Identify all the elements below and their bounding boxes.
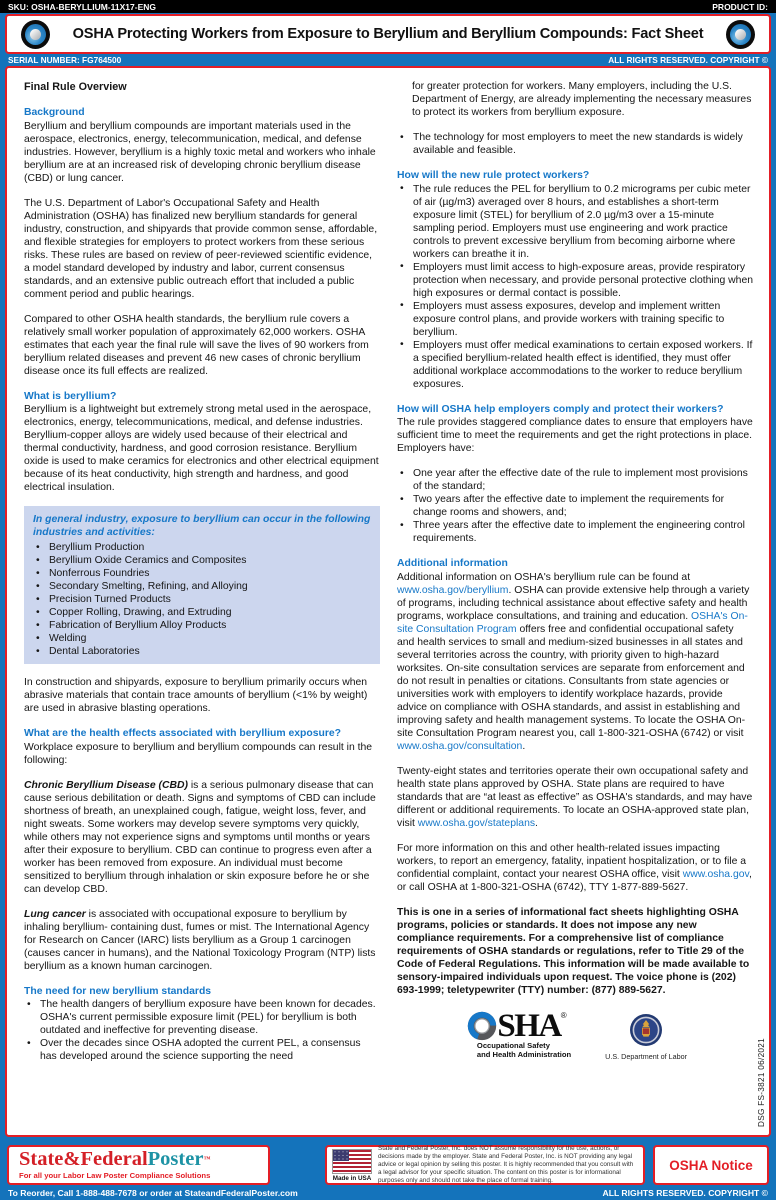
bullet-item: • Employers must offer medical examinations to certain exposed workers. If a specified beryllium-related health effect is identified, they must offer additional workplace accommodations to the worker to reduce beryllium exposures. [397, 339, 753, 391]
paragraph [397, 842, 753, 894]
left-column [24, 80, 380, 1075]
trademark-mark: ™ [203, 1155, 211, 1163]
agency-logos-row [397, 1007, 753, 1063]
reorder-info: To Reorder, Call 1-888-488-7678 or order at StateandFederalPoster.com [8, 1188, 298, 1198]
bullet-item: • Precision Turned Products [33, 593, 371, 606]
two-column-layout [24, 80, 753, 1075]
paragraph [24, 779, 380, 896]
bullet-item: • Dental Laboratories [33, 645, 371, 658]
made-in-usa-label: Made in USA [332, 1174, 372, 1182]
section-heading: Background [24, 107, 85, 118]
paragraph [397, 765, 753, 830]
rights-label: ALL RIGHTS RESERVED. COPYRIGHT © [608, 55, 768, 65]
made-in-usa [332, 1149, 372, 1182]
section-heading: Additional information [397, 558, 508, 569]
bullet-list [33, 541, 371, 658]
top-sku-bar [0, 0, 776, 13]
text-run: Additional information on OSHA's beryllium rule can be found at [397, 571, 691, 583]
brand-box [7, 1145, 270, 1185]
brand-tagline: For all your Labor Law Poster Compliance Solutions [19, 1170, 211, 1180]
registered-mark: ® [560, 1011, 567, 1020]
inline-link[interactable]: OSHA's On-site Consultation Program [397, 610, 748, 635]
bullet-item: • Employers must assess exposures, develop and implement written exposure control plans, and provide workers with training specific to beryllium. [397, 300, 753, 339]
osha-sub-line1: Occupational Safety [476, 1040, 550, 1050]
poster-header [5, 14, 771, 54]
info-box-heading: In general industry, exposure to beryllium can occur in the following industries and activities: [33, 514, 371, 538]
text-run: offers free and confidential occupational safety and health services to small and medium-sized businesses in all states and several territories across the country, with priority given to high-hazard worksites. On-site consultation services are separate from enforcement and do not result in penalties or citations. Consultants from state agencies or universities work with employers to identify workplace hazards, provide advice on compliance with OSHA standards, and assist in establishing and improving safety and health management systems. To locate the OSHA On-site Consultation Program nearest you, call 1-800-321-OSHA (6742) or visit [397, 623, 746, 739]
page-title: OSHA Protecting Workers from Exposure to Beryllium and Beryllium Compounds: Fact Sheet [72, 26, 704, 42]
bullet-item: • Three years after the effective date to implement the engineering control requirements. [397, 519, 753, 545]
section-heading: What is beryllium? [24, 390, 117, 402]
paragraph: for greater protection for workers. Many employers, including the U.S. Department of Energy, are already implementing the necessary measures to protect its workers from beryllium exposure. [412, 81, 752, 118]
paragraph: In construction and shipyards, exposure to beryllium primarily occurs when abrasive materials that contain trace amounts of beryllium (<1% by weight) are used in abrasive blasting operations. [24, 677, 368, 714]
bullet-item: • Two years after the effective date to implement the requirements for change rooms and showers, and; [397, 493, 753, 519]
dol-seal-icon [629, 1013, 663, 1047]
brand-part1: State&Federal [19, 1148, 148, 1170]
bullet-item: • Welding [33, 632, 371, 645]
osha-notice-box [653, 1145, 769, 1185]
inline-link[interactable]: www.osha.gov/stateplans [417, 817, 536, 829]
bullet-item: • Copper Rolling, Drawing, and Extruding [33, 606, 371, 619]
paragraph [24, 908, 380, 973]
osha-ring-icon [21, 20, 50, 49]
serial-number: SERIAL NUMBER: FG764500 [8, 55, 122, 65]
brand-wordmark [19, 1148, 260, 1170]
osha-o-icon [467, 1011, 497, 1041]
paragraph: The rule provides staggered compliance dates to ensure that employers have sufficient time to meet the requirements and get the right protections in place. Employers have: [397, 417, 753, 454]
osha-notice-label: OSHA Notice [669, 1157, 753, 1173]
bullet-list [397, 467, 753, 545]
flag-canton [333, 1150, 349, 1161]
bullet-item: • Beryllium Production [33, 541, 371, 554]
text-run: . [522, 740, 526, 752]
bullet-item: • One year after the effective date of the rule to implement most provisions of the standard; [397, 467, 753, 493]
osha-logo [463, 1007, 572, 1059]
sku-label: SKU: OSHA-BERYLLIUM-11X17-ENG [8, 1, 156, 12]
fact-sheet-body [5, 66, 771, 1137]
osha-ring-center [30, 29, 41, 40]
paragraph: Compared to other OSHA health standards, the beryllium rule covers a relatively small worker population of approximately 62,000 workers. OSHA estimates that each year the final rule will save the lives of 90 workers from beryllium related diseases and prevent 46 new cases of chronic beryllium disease once its full effects are realized. [24, 313, 369, 377]
osha-wordmark [467, 1007, 567, 1044]
bullet-item: • The technology for most employers to meet the new standards is widely available and feasible. [397, 131, 753, 157]
osha-ring-center [735, 29, 746, 40]
osha-letters: SHA [497, 1007, 561, 1044]
osha-ring-icon [726, 20, 755, 49]
paragraph: Beryllium is a lightweight but extremely strong metal used in the aerospace, electronics, energy, telecommunications, medical, and defense industries. Beryllium-copper alloys are widely used because of their electrical and thermal conductivity, hardness, and good corrosion resistance. Beryllium oxide is used to make ceramics for electronics and other electrical equipment because of its heat conductivity, high strength and hardness, and good electrical insulation. [24, 404, 379, 493]
legal-disclaimer: State and Federal Poster, Inc. does NOT assume responsibility for the use, actions, or decisions made by the employer. State and Federal Poster, Inc. is NOT providing any legal advice or legal opinion by selling this poster. It is highly recommended that you consult with a legal advisor for your specific situation. The content on this poster is for informational purposes only and should not take the place of formal training. [378, 1145, 634, 1184]
bullet-item: • Fabrication of Beryllium Alloy Products [33, 619, 371, 632]
legal-box [325, 1145, 645, 1185]
bullet-item: • Beryllium Oxide Ceramics and Composites [33, 554, 371, 567]
section-heading: What are the health effects associated with beryllium exposure? [24, 728, 342, 739]
paragraph: The U.S. Department of Labor's Occupational Safety and Health Administration (OSHA) has finalized new beryllium standards for general industry, construction, and shipyards that provide common sense, affordable, and flexible strategies for employers to protect workers from these serious risks. These rules are based on review of peer-reviewed scientific evidence, a model standard developed by industry and labor, current consensus standards, and an extensive public outreach effort that included a public comment period and public hearings. [24, 197, 378, 300]
footer-strip [0, 1185, 776, 1198]
dol-label: U.S. Department of Labor [605, 1051, 688, 1061]
section-heading: The need for new beryllium standards [24, 985, 212, 997]
industry-info-box [24, 506, 380, 664]
usa-flag-icon [332, 1149, 372, 1174]
osha-ring-blue [730, 24, 751, 45]
text-run: . [535, 817, 538, 829]
text-run: For more information on this and other health-related issues impacting workers, to report an emergency, fatality, inpatient hospitalization, or to file a confidential complaint, contact your nearest OSHA office, visit [397, 842, 747, 880]
text-run: Twenty-eight states and territories operate their own occupational safety and health state plans approved by OSHA. State plans are required to have standards that are “at least as effective” as OSHA's standards, and may have different or additional requirements. To locate an OSHA-approved state plan, visit [397, 765, 753, 829]
right-column [397, 80, 753, 1075]
print-code: DSG FS-3821 06/2021 [757, 1038, 766, 1127]
paragraph: Workplace exposure to beryllium and beryllium compounds can result in the following: [24, 741, 373, 766]
bullet-item: • Secondary Smelting, Refining, and Alloying [33, 580, 371, 593]
product-id-label: PRODUCT ID: [712, 1, 768, 12]
text-run: is a serious pulmonary disease that can cause serious debilitation or death. Signs and symptoms of CBD can include shortness of breath, an unexplained cough, fatigue, weight loss, fever, and night sweats. Some workers may develop severe symptoms very quickly, while others may not experience signs and symptoms until months or years after their exposure to beryllium. CBD can continue to progress even after a worker has been removed from exposure. An individual must become sensitized to beryllium through inhalation or skin exposure before he or she can develop CBD. [24, 779, 376, 895]
text-run: . OSHA can provide extensive help through a variety of programs, including technical assistance about effective safety and health programs, workplace consultations, and training and education. [397, 584, 750, 622]
section-heading: How will the new rule protect workers? [397, 170, 590, 181]
brand-part2: Poster [147, 1148, 204, 1170]
text-run: , or call OSHA at 1-800-321-OSHA (6742), TTY 1-877-889-5627. [397, 868, 752, 893]
poster-footer [0, 1141, 776, 1200]
bullet-list [397, 183, 753, 391]
bullet-item: • The health dangers of beryllium exposure have been known for decades. OSHA's current permissible exposure limit (PEL) for beryllium is both outdated and ineffective for preventing disease. [24, 998, 380, 1037]
bullet-item: • Over the decades since OSHA adopted the current PEL, a consensus has developed around the science supporting the need [24, 1037, 380, 1063]
serial-number-bar [0, 54, 776, 66]
paragraph [397, 571, 753, 753]
bullet-item: • The rule reduces the PEL for beryllium to 0.2 micrograms per cubic meter of air (µg/m3) averaged over 8 hours, and establishes a short-term exposure limit (STEL) for beryllium of 2.0 µg/m3 over a 15-minute sampling period. Employers must use engineering and work practice controls to prevent excessive beryllium from becoming airborne where workers can breathe it in. [397, 183, 753, 261]
rights-label-bottom: ALL RIGHTS RESERVED. COPYRIGHT © [602, 1188, 768, 1198]
document-title: Final Rule Overview [24, 81, 127, 93]
bullet-item: • Nonferrous Foundries [33, 567, 371, 580]
bullet-list [397, 131, 753, 157]
bullet-item: • Employers must limit access to high-exposure areas, provide respiratory protection when necessary, and provide personal protective clothing when high exposures or dermal contact is possible. [397, 261, 753, 300]
section-heading: How will OSHA help employers comply and protect their workers? [397, 403, 724, 415]
footer-boxes [0, 1141, 776, 1185]
emphasis-text: Lung cancer [24, 908, 86, 920]
osha-sub-line2: and Health Administration [476, 1049, 572, 1059]
dol-seal [605, 1013, 687, 1063]
bullet-list [24, 998, 380, 1063]
text-run: is associated with occupational exposure to beryllium by inhaling beryllium- containing dust, fumes or mist. The International Agency for Research on Cancer (IARC) lists beryllium as a Group 1 carcinogen (causes cancer in humans), and the National Toxicology Program (NTP) lists beryllium as a known human carcinogen. [24, 908, 376, 972]
inline-link[interactable]: www.osha.gov/beryllium [397, 584, 509, 596]
paragraph: Beryllium and beryllium compounds are important materials used in the aerospace, electronics, energy, telecommunication, medical, and defense industries. However, beryllium is a highly toxic metal and workers who inhale beryllium are at an increased risk of developing chronic beryllium disease (CBD) or lung cancer. [24, 120, 376, 184]
inline-link[interactable]: www.osha.gov [682, 868, 749, 880]
inline-link[interactable]: www.osha.gov/consultation [397, 740, 523, 752]
paragraph: This is one in a series of informational fact sheets highlighting OSHA programs, policies or standards. It does not impose any new compliance requirements. For a comprehensive list of compliance requirements of OSHA standards or regulations, refer to Title 29 of the Code of Federal Regulations. This information will be made available to sensory-impaired individuals upon request. The voice phone is (202) 693-1999; teletypewriter (TTY) number: (877) 889-5627. [397, 906, 750, 996]
right-column-blocks [397, 80, 753, 997]
emphasis-text: Chronic Beryllium Disease (CBD) [24, 779, 188, 791]
osha-ring-blue [25, 24, 46, 45]
